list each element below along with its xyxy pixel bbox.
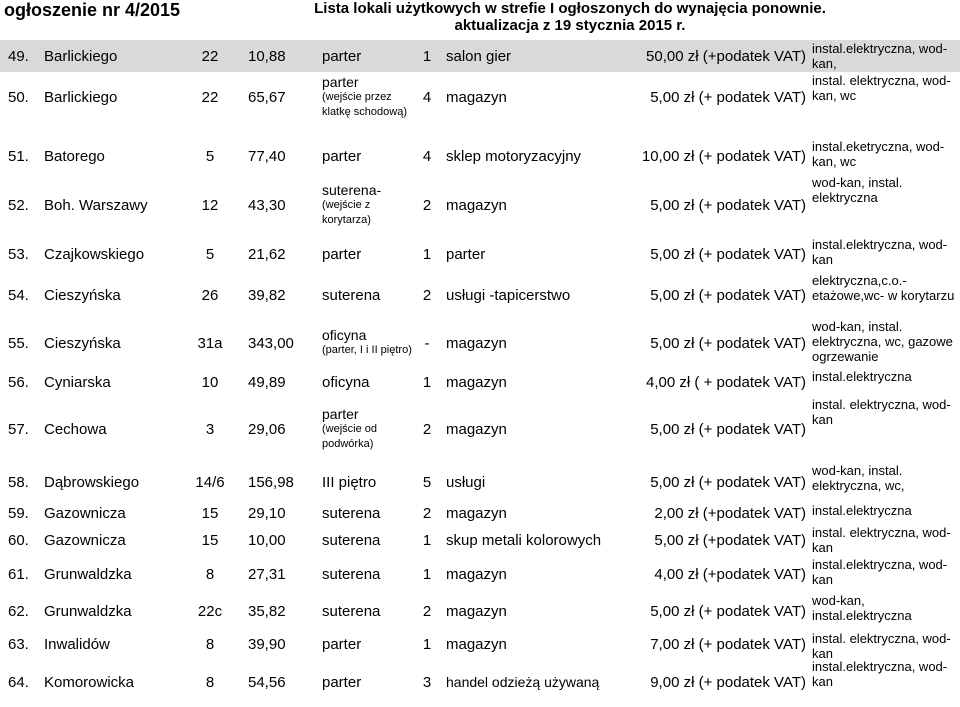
document-title [250, 0, 890, 34]
area-value: 43,30 [248, 196, 286, 214]
building-number: 8 [205, 635, 215, 653]
building-number: 15 [201, 504, 219, 522]
utilities-notes: instal.elektryczna, wod-kan [812, 237, 948, 267]
street-name: Grunwaldzka [44, 602, 132, 620]
table-row [0, 174, 960, 236]
floor-label: oficyna [322, 373, 370, 391]
floor-label: suterena [322, 531, 381, 549]
usage-purpose: magazyn [446, 196, 507, 214]
table-row [0, 236, 960, 272]
rent-price: 5,00 zł (+ podatek VAT) [650, 245, 806, 263]
usage-purpose: skup metali kolorowych [446, 531, 602, 549]
rent-price: 2,00 zł (+podatek VAT) [654, 504, 806, 522]
rent-price: 50,00 zł (+podatek VAT) [646, 47, 806, 65]
room-count: 1 [422, 47, 432, 65]
building-number: 22c [197, 602, 223, 620]
street-name: Dąbrowskiego [44, 473, 140, 491]
utilities-notes: instal.eketryczna, wod-kan, wc [812, 139, 945, 169]
table-row [0, 40, 960, 72]
street-name: Czajkowskiego [44, 245, 145, 263]
row-number: 55. [8, 334, 29, 352]
building-number: 14/6 [195, 473, 225, 491]
table-row [0, 592, 960, 630]
building-number: 5 [205, 147, 215, 165]
area-value: 21,62 [248, 245, 286, 263]
rent-price: 9,00 zł (+ podatek VAT) [650, 673, 806, 691]
usage-purpose: usługi -tapicerstwo [446, 286, 571, 304]
floor-note: (parter, I i II piętro) [322, 344, 412, 356]
building-number: 8 [205, 565, 215, 583]
row-number: 53. [8, 245, 29, 263]
rent-price: 7,00 zł (+ podatek VAT) [650, 635, 806, 653]
area-value: 343,00 [248, 334, 294, 352]
table-row [0, 396, 960, 462]
usage-purpose: magazyn [446, 373, 507, 391]
floor-note: (wejście przez klatkę schodową) [322, 90, 407, 118]
row-number: 50. [8, 88, 29, 106]
table-row [0, 72, 960, 122]
rent-price: 5,00 zł (+ podatek VAT) [650, 473, 806, 491]
row-number: 49. [8, 47, 29, 65]
building-number: 3 [205, 420, 215, 438]
building-number: 5 [205, 245, 215, 263]
floor-label: parter [322, 405, 359, 422]
title-line-2: aktualizacja z 19 stycznia 2015 r. [454, 17, 686, 34]
area-value: 10,88 [248, 47, 286, 65]
street-name: Komorowicka [44, 673, 135, 691]
usage-purpose: magazyn [446, 334, 507, 352]
utilities-notes: wod-kan, instal. elektryczna, wc, [812, 463, 905, 493]
floor-cell [322, 396, 418, 462]
usage-purpose: magazyn [446, 88, 507, 106]
floor-label: III piętro [322, 473, 377, 491]
room-count: 4 [422, 88, 432, 106]
floor-cell [322, 174, 418, 236]
rent-price: 5,00 zł (+ podatek VAT) [650, 420, 806, 438]
floor-label: suterena [322, 602, 381, 620]
row-number: 51. [8, 147, 29, 165]
building-number: 22 [201, 47, 219, 65]
utilities-notes: instal. elektryczna, wod-kan [812, 397, 951, 427]
floor-cell [322, 318, 418, 368]
street-name: Gazownicza [44, 531, 126, 549]
row-number: 54. [8, 286, 29, 304]
area-value: 39,82 [248, 286, 286, 304]
row-number: 57. [8, 420, 29, 438]
table-row [0, 138, 960, 174]
utilities-notes: wod-kan, instal. elektryczna, wc, gazowe ogrzewanie [812, 319, 953, 364]
utilities-notes: instal. elektryczna, wod-kan [812, 631, 951, 661]
street-name: Barlickiego [44, 88, 118, 106]
utilities-notes: wod-kan, instal. elektryczna [812, 175, 903, 205]
area-value: 39,90 [248, 635, 286, 653]
street-name: Barlickiego [44, 47, 118, 65]
area-value: 77,40 [248, 147, 286, 165]
utilities-notes: instal.elektryczna [812, 503, 912, 518]
building-number: 10 [201, 373, 219, 391]
table-row [0, 556, 960, 592]
table-row [0, 524, 960, 556]
row-number: 62. [8, 602, 29, 620]
utilities-notes: instal.elektryczna, wod-kan, [812, 41, 948, 71]
rent-price: 5,00 zł (+ podatek VAT) [650, 88, 806, 106]
table-row [0, 462, 960, 502]
row-number: 64. [8, 673, 29, 691]
floor-label: suterena [322, 565, 381, 583]
area-value: 156,98 [248, 473, 294, 491]
street-name: Cechowa [44, 420, 107, 438]
room-count: - [424, 334, 430, 352]
area-value: 27,31 [248, 565, 286, 583]
room-count: 2 [422, 196, 432, 214]
table-row [0, 272, 960, 318]
usage-purpose: magazyn [446, 602, 507, 620]
table-row [0, 318, 960, 368]
room-count: 1 [422, 531, 432, 549]
rent-price: 5,00 zł (+ podatek VAT) [650, 602, 806, 620]
street-name: Boh. Warszawy [44, 196, 148, 214]
floor-label: parter [322, 245, 362, 263]
rent-price: 5,00 zł (+ podatek VAT) [650, 196, 806, 214]
title-line-1: Lista lokali użytkowych w strefie I ogłoszonych do wynajęcia ponownie. [314, 0, 826, 17]
room-count: 2 [422, 420, 432, 438]
floor-label: parter [322, 635, 362, 653]
street-name: Cieszyńska [44, 286, 121, 304]
floor-label: suterena [322, 286, 381, 304]
rent-price: 5,00 zł (+ podatek VAT) [650, 286, 806, 304]
utilities-notes: instal.elektryczna [812, 369, 912, 384]
room-count: 2 [422, 286, 432, 304]
room-count: 1 [422, 373, 432, 391]
floor-label: parter [322, 147, 362, 165]
area-value: 29,06 [248, 420, 286, 438]
room-count: 1 [422, 565, 432, 583]
usage-purpose: magazyn [446, 635, 507, 653]
rent-price: 4,00 zł (+podatek VAT) [654, 565, 806, 583]
row-number: 61. [8, 565, 29, 583]
floor-label: parter [322, 73, 359, 90]
usage-purpose: salon gier [446, 47, 512, 65]
building-number: 31a [197, 334, 223, 352]
table-row [0, 502, 960, 524]
room-count: 2 [422, 504, 432, 522]
area-value: 49,89 [248, 373, 286, 391]
utilities-notes: instal. elektryczna, wod-kan [812, 525, 951, 555]
room-count: 3 [422, 673, 432, 691]
floor-cell [322, 72, 418, 122]
floor-label: parter [322, 673, 362, 691]
utilities-notes: instal. elektryczna, wod-kan, wc [812, 73, 951, 103]
floor-note: (wejście z korytarza) [322, 198, 371, 226]
rent-price: 5,00 zł (+ podatek VAT) [650, 334, 806, 352]
building-number: 8 [205, 673, 215, 691]
utilities-notes: elektryczna,c.o.-etażowe,wc- w korytarzu [812, 273, 955, 303]
announcement-number: ogłoszenie nr 4/2015 [4, 0, 181, 20]
area-value: 65,67 [248, 88, 286, 106]
table-row [0, 630, 960, 661]
row-number: 59. [8, 504, 29, 522]
usage-purpose: magazyn [446, 420, 507, 438]
area-value: 29,10 [248, 504, 286, 522]
rent-price: 10,00 zł (+ podatek VAT) [641, 147, 806, 165]
building-number: 26 [201, 286, 219, 304]
street-name: Batorego [44, 147, 105, 165]
room-count: 1 [422, 245, 432, 263]
street-name: Gazownicza [44, 504, 126, 522]
room-count: 5 [422, 473, 432, 491]
table-row [0, 368, 960, 396]
usage-purpose: magazyn [446, 504, 507, 522]
usage-purpose: parter [446, 245, 486, 263]
area-value: 10,00 [248, 531, 286, 549]
row-number: 52. [8, 196, 29, 214]
table-row [0, 658, 960, 706]
usage-purpose: sklep motoryzacyjny [446, 147, 582, 165]
row-number: 60. [8, 531, 29, 549]
street-name: Grunwaldzka [44, 565, 132, 583]
floor-note: (wejście od podwórka) [322, 422, 378, 450]
usage-purpose: magazyn [446, 565, 507, 583]
usage-purpose: usługi [446, 473, 486, 491]
area-value: 54,56 [248, 673, 286, 691]
building-number: 12 [201, 196, 219, 214]
room-count: 2 [422, 602, 432, 620]
floor-label: suterena- [322, 181, 382, 198]
building-number: 15 [201, 531, 219, 549]
room-count: 4 [422, 147, 432, 165]
usage-purpose: handel odzieżą używaną [446, 673, 600, 690]
document-header [0, 0, 960, 40]
area-value: 35,82 [248, 602, 286, 620]
rent-price: 4,00 zł ( + podatek VAT) [646, 373, 806, 391]
row-number: 56. [8, 373, 29, 391]
utilities-notes: wod-kan, instal.elektryczna [812, 593, 912, 623]
street-name: Cieszyńska [44, 334, 121, 352]
utilities-notes: instal.elektryczna, wod-kan [812, 659, 948, 689]
floor-label: oficyna [322, 327, 367, 343]
room-count: 1 [422, 635, 432, 653]
street-name: Cyniarska [44, 373, 111, 391]
utilities-notes: instal.elektryczna, wod-kan [812, 557, 948, 587]
rent-price: 5,00 zł (+podatek VAT) [654, 531, 806, 549]
floor-label: parter [322, 47, 362, 65]
floor-label: suterena [322, 504, 381, 522]
street-name: Inwalidów [44, 635, 110, 653]
row-number: 63. [8, 635, 29, 653]
building-number: 22 [201, 88, 219, 106]
row-number: 58. [8, 473, 29, 491]
